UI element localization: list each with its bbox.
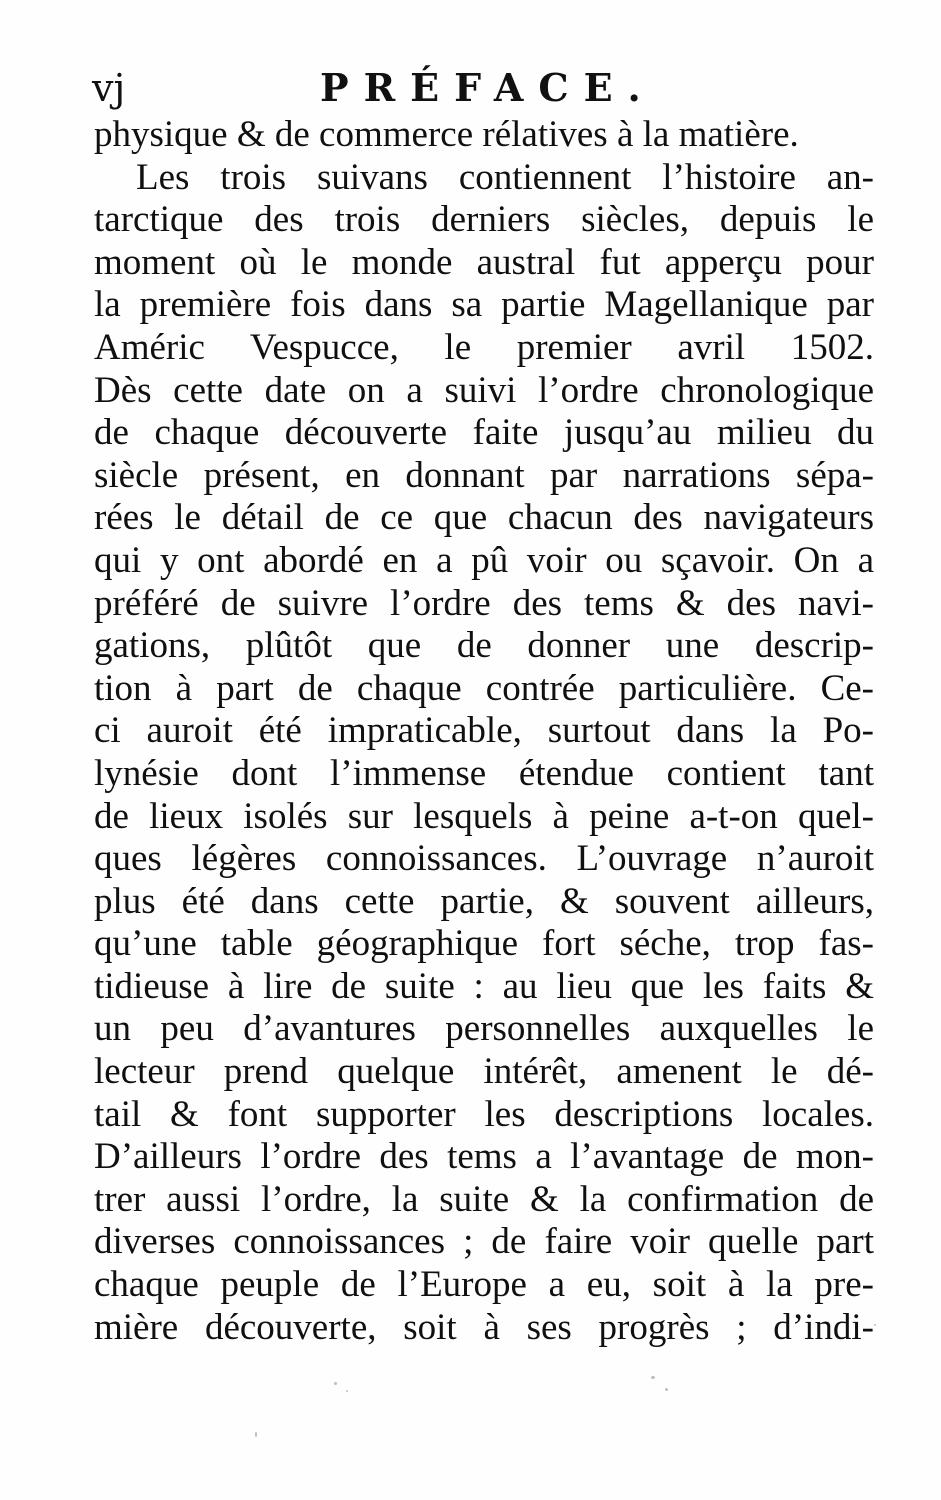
paper-speck	[346, 1390, 348, 1392]
text-line: un peu d’avantures personnelles auxquelles le	[94, 1008, 874, 1050]
text-line: plus été dans cette partie, & souvent ailleurs,	[94, 880, 874, 922]
text-line: de lieux isolés sur lesquels à peine a-t-on quel-	[94, 795, 874, 837]
text-line: ci auroit été impraticable, surtout dans la Po-	[94, 710, 874, 752]
text-line: lynésie dont l’immense étendue contient tant	[94, 752, 874, 794]
text-line: D’ailleurs l’ordre des tems a l’avantage de mon-	[94, 1136, 874, 1178]
running-title: PRÉFACE.	[320, 65, 656, 110]
paper-speck	[651, 1376, 655, 1379]
paper-speck	[665, 1388, 668, 1391]
text-line: tidieuse à lire de suite : au lieu que les faits &	[94, 965, 874, 1007]
text-line: qui y ont abordé en a pû voir ou sçavoir. On a	[94, 539, 874, 581]
paper-speck	[255, 1432, 257, 1437]
text-line: Dès cette date on a suivi l’ordre chronologique	[94, 369, 874, 411]
text-line: gations, plûtôt que de donner une descrip-	[94, 625, 874, 667]
preface-text-block	[94, 114, 874, 1384]
text-line: Améric Vespucce, le premier avril 1502.	[94, 326, 874, 368]
text-line: physique & de commerce rélatives à la matière.	[94, 114, 799, 155]
paper-speck	[874, 1324, 876, 1326]
text-line: la première fois dans sa partie Magellanique par	[94, 284, 874, 326]
text-line: préféré de suivre l’ordre des tems & des navi-	[94, 582, 874, 624]
paper-speck	[334, 1382, 337, 1385]
text-line: lecteur prend quelque intérêt, amenent le dé-	[94, 1051, 874, 1093]
text-line: qu’une table géographique fort séche, trop fas-	[94, 923, 874, 965]
text-line: rées le détail de ce que chacun des navigateurs	[94, 497, 874, 539]
text-line: tail & font supporter les descriptions locales.	[94, 1093, 874, 1135]
text-line: Les trois suivans contiennent l’histoire an-	[136, 156, 874, 198]
text-line: chaque peuple de l’Europe a eu, soit à la pre-	[94, 1264, 874, 1306]
text-line: siècle présent, en donnant par narrations sépa-	[94, 454, 874, 496]
text-line: diverses connoissances ; de faire voir quelle part	[94, 1221, 874, 1263]
page-number: vj	[92, 66, 126, 110]
text-line: trer aussi l’ordre, la suite & la confirmation de	[94, 1178, 874, 1220]
page-header	[92, 62, 882, 114]
text-line: tarctique des trois derniers siècles, depuis le	[94, 199, 874, 241]
text-line: moment où le monde austral fut apperçu pour	[94, 241, 874, 283]
text-line: de chaque découverte faite jusqu’au milieu du	[94, 412, 874, 454]
text-line: mière découverte, soit à ses progrès ; d’indi-	[94, 1306, 874, 1348]
text-line: tion à part de chaque contrée particulière. Ce-	[94, 667, 874, 709]
text-line: ques légères connoissances. L’ouvrage n’auroit	[94, 838, 874, 880]
